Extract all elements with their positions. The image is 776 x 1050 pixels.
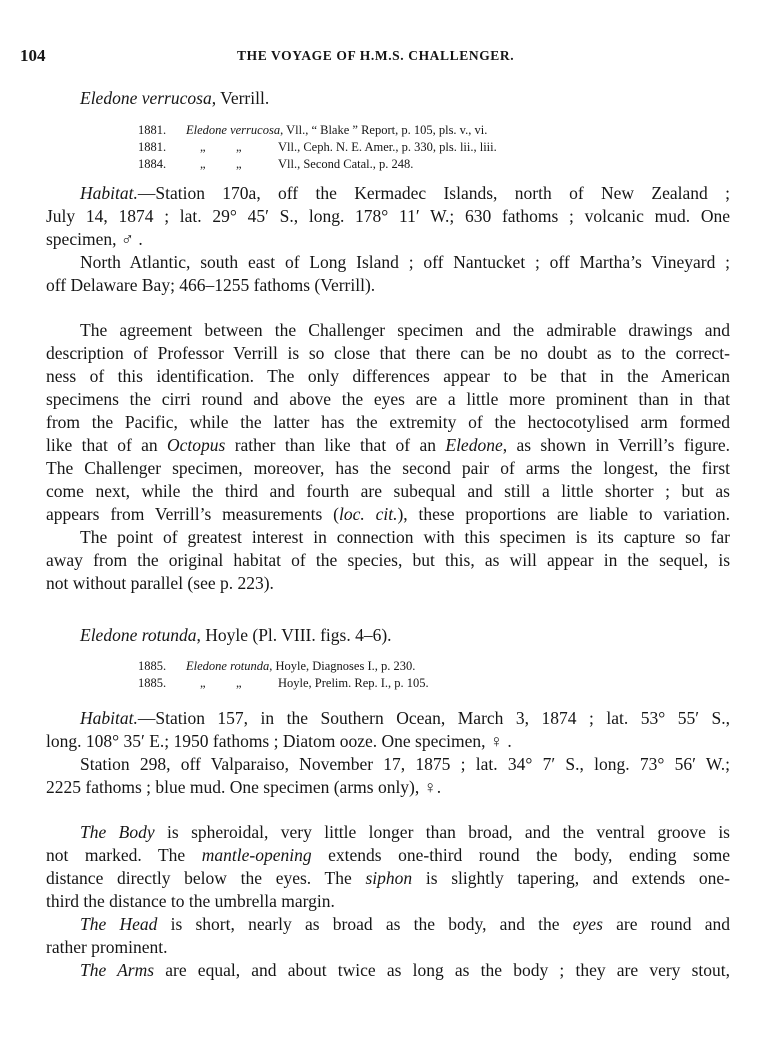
discussion-line: not without parallel (see p. 223). — [46, 573, 274, 593]
species-author: , Verrill. — [211, 88, 270, 108]
running-title: THE VOYAGE OF H.M.S. CHALLENGER. — [237, 48, 515, 63]
discussion-line: The point of greatest interest in connection with this specimen is its capture so far — [80, 527, 730, 547]
synonymy-entry: 1885. „ „ Hoyle, Prelim. Rep. I., p. 105. — [138, 676, 429, 690]
description-line: The Head is short, nearly as broad as the body, and the eyes are round and — [80, 914, 730, 934]
discussion-line: away from the original habitat of the species, but this, as will appear in the sequel, is — [46, 550, 730, 570]
habitat-line: Habitat.—Station 157, in the Southern Ocean, March 3, 1874 ; lat. 53° 55′ S., — [80, 708, 730, 728]
habitat-line: North Atlantic, south east of Long Island ; off Nantucket ; off Martha’s Vineyard ; — [80, 252, 730, 272]
synonymy-entry: 1885. Eledone rotunda, Hoyle, Diagnoses I., p. 230. — [138, 659, 416, 673]
discussion-line: come next, while the third and fourth are subequal and still a little shorter ; but as — [46, 481, 730, 501]
page-number: 104 — [20, 46, 46, 65]
discussion-line: The Challenger specimen, moreover, has the second pair of arms the longest, the first — [46, 458, 730, 478]
description-line: The Body is spheroidal, very little longer than broad, and the ventral groove is — [80, 822, 730, 842]
habitat-line: off Delaware Bay; 466–1255 fathoms (Verrill). — [46, 275, 376, 295]
description-line: third the distance to the umbrella margin. — [46, 891, 335, 911]
discussion-line: appears from Verrill’s measurements (loc. cit.), these proportions are liable to variation. — [46, 504, 730, 524]
discussion-line: like that of an Octopus rather than like that of an Eledone, as shown in Verrill’s figure. — [46, 435, 730, 455]
species-author: , Hoyle (Pl. VIII. figs. 4–6). — [196, 625, 392, 645]
description-line: not marked. The mantle-opening extends one-third round the body, ending some — [46, 845, 730, 865]
habitat-line: Station 298, off Valparaiso, November 17, 1875 ; lat. 34° 7′ S., long. 73° 56′ W.; — [80, 754, 730, 774]
species-heading-verrucosa — [80, 87, 269, 109]
species-heading-rotunda — [80, 624, 392, 646]
description-line: distance directly below the eyes. The siphon is slightly tapering, and extends one- — [46, 868, 731, 888]
discussion-line: The agreement between the Challenger specimen and the admirable drawings and — [80, 320, 730, 340]
description-line: rather prominent. — [46, 937, 168, 957]
habitat-line: long. 108° 35′ E.; 1950 fathoms ; Diatom ooze. One specimen, ♀ . — [46, 731, 512, 751]
synonymy-entry: 1881. Eledone verrucosa, Vll., “ Blake ” Report, p. 105, pls. v., vi. — [138, 123, 488, 137]
species-name: Eledone verrucosa — [80, 88, 212, 108]
discussion-line: description of Professor Verrill is so close that there can be no doubt as to the correct- — [46, 343, 730, 363]
discussion-line: from the Pacific, while the latter has the extremity of the hectocotylised arm formed — [46, 412, 730, 432]
habitat-line: specimen, ♂ . — [46, 229, 143, 249]
habitat-line: Habitat.—Station 170a, off the Kermadec Islands, north of New Zealand ; — [80, 183, 730, 203]
discussion-line: specimens the cirri round and above the eyes are a little more prominent than in that — [46, 389, 730, 409]
synonymy-entry: 1884. „ „ Vll., Second Catal., p. 248. — [138, 157, 414, 171]
synonymy-entry: 1881. „ „ Vll., Ceph. N. E. Amer., p. 330, pls. lii., liii. — [138, 140, 497, 154]
habitat-line: July 14, 1874 ; lat. 29° 45′ S., long. 178° 11′ W.; 630 fathoms ; volcanic mud. One — [46, 206, 730, 226]
description-line: The Arms are equal, and about twice as long as the body ; they are very stout, — [80, 960, 730, 980]
habitat-line: 2225 fathoms ; blue mud. One specimen (arms only), ♀. — [46, 777, 442, 797]
species-name: Eledone rotunda — [80, 625, 197, 645]
discussion-line: ness of this identification. The only differences appear to be that in the American — [46, 366, 730, 386]
